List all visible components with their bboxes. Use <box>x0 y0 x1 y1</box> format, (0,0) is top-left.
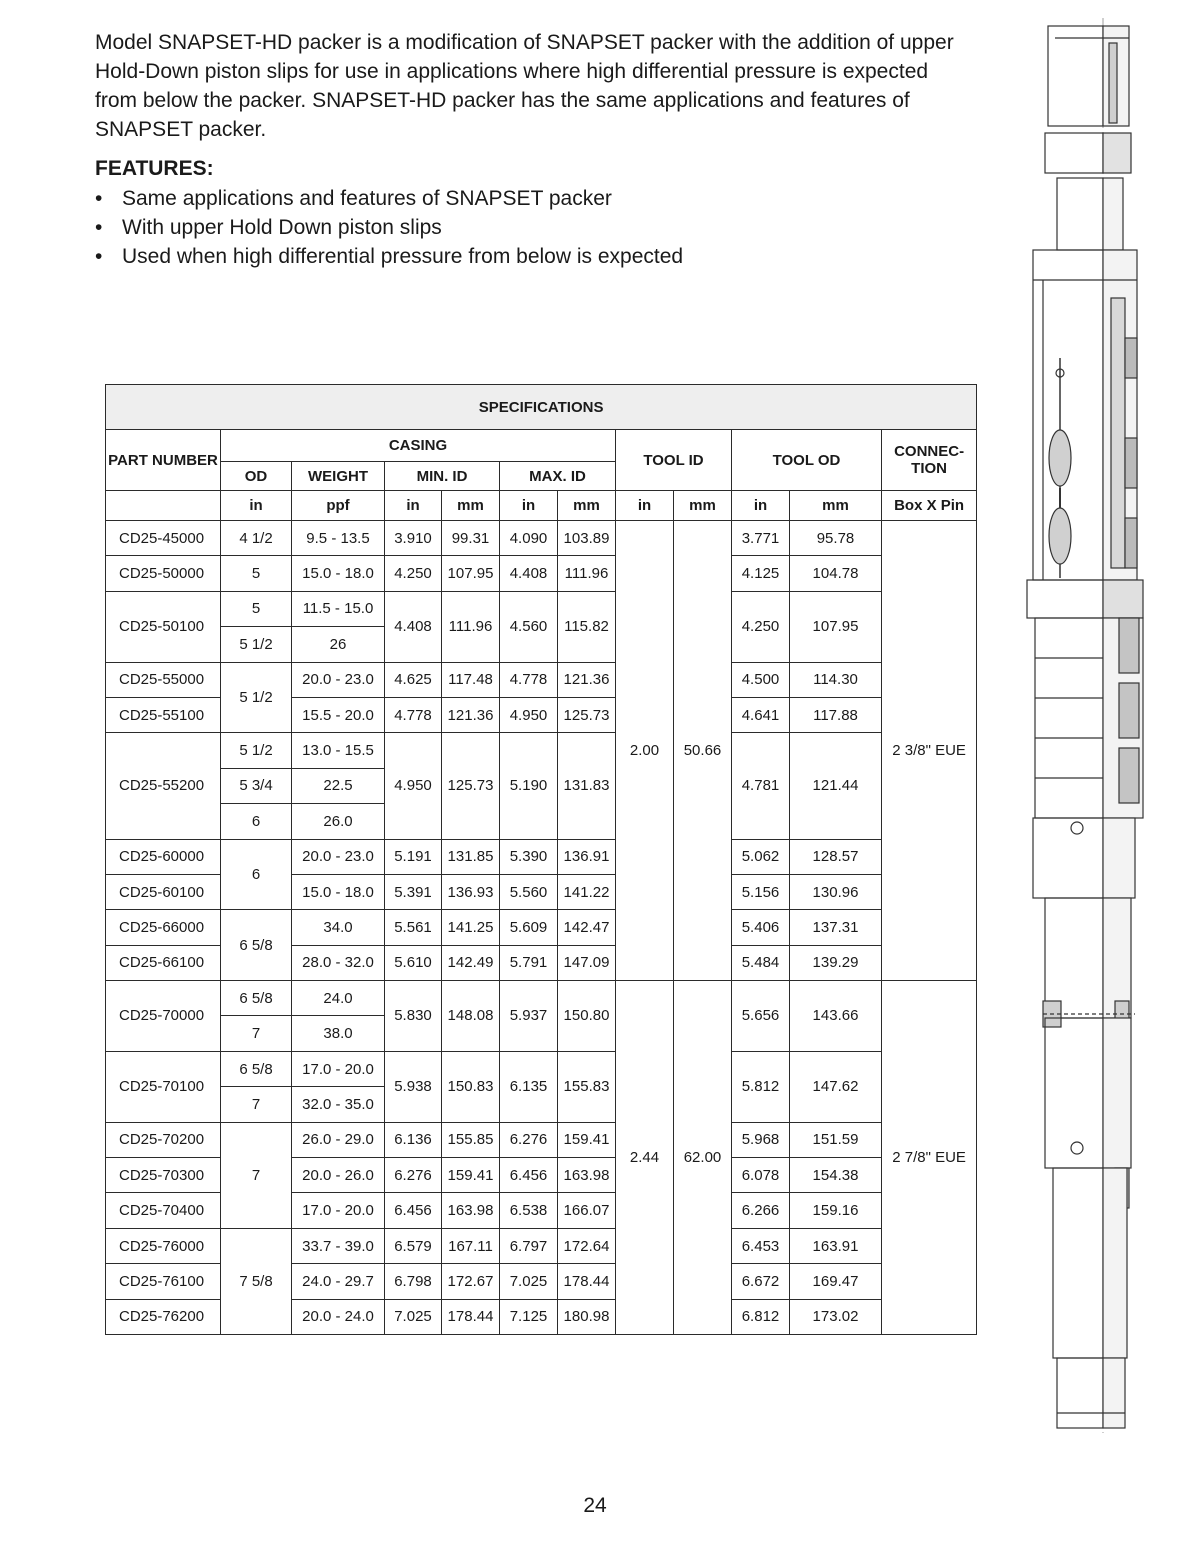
tool-od-mm: 163.91 <box>790 1228 882 1263</box>
max-id-in: 4.778 <box>500 662 558 697</box>
max-id-in: 6.797 <box>500 1228 558 1263</box>
min-id-in: 4.778 <box>385 697 442 732</box>
max-id-mm: 131.83 <box>558 733 616 839</box>
casing-weight: 17.0 - 20.0 <box>292 1051 385 1086</box>
min-id-mm: 167.11 <box>442 1228 500 1263</box>
min-id-in: 4.950 <box>385 733 442 839</box>
min-id-mm: 136.93 <box>442 874 500 909</box>
header-part-number: PART NUMBER <box>106 430 221 491</box>
header-connection: CONNEC-TION <box>882 430 977 491</box>
feature-item: • Same applications and features of SNAPSET packer <box>95 184 683 213</box>
max-id-mm: 125.73 <box>558 697 616 732</box>
tool-od-mm: 139.29 <box>790 945 882 980</box>
header-tool-id: TOOL ID <box>616 430 732 491</box>
table-row <box>106 1122 977 1157</box>
tool-od-mm: 147.62 <box>790 1051 882 1122</box>
tool-od-mm: 95.78 <box>790 521 882 556</box>
min-id-mm: 99.31 <box>442 521 500 556</box>
part-number: CD25-76000 <box>106 1228 221 1263</box>
casing-weight: 9.5 - 13.5 <box>292 521 385 556</box>
min-id-mm: 159.41 <box>442 1158 500 1193</box>
tool-od-in: 6.672 <box>732 1264 790 1299</box>
max-id-mm: 163.98 <box>558 1158 616 1193</box>
tool-od-in: 4.641 <box>732 697 790 732</box>
part-number: CD25-55000 <box>106 662 221 697</box>
casing-od: 6 <box>221 839 292 910</box>
tool-od-in: 4.500 <box>732 662 790 697</box>
tool-od-mm: 173.02 <box>790 1299 882 1334</box>
tool-od-in: 4.125 <box>732 556 790 591</box>
intro-paragraph: Model SNAPSET-HD packer is a modification of SNAPSET packer with the addition of upper Hold-Down piston slips for use in applications where high differential pressure is expected from below the packer. SNAPSET-HD packer has the same applications and features of SNAPSET packer. <box>95 31 954 141</box>
table-row <box>106 662 977 697</box>
max-id-in: 5.609 <box>500 910 558 945</box>
min-id-mm: 125.73 <box>442 733 500 839</box>
features-title: FEATURES: <box>95 157 214 180</box>
max-id-mm: 136.91 <box>558 839 616 874</box>
tool-id-in: 2.44 <box>616 981 674 1335</box>
header-tool-od: TOOL OD <box>732 430 882 491</box>
max-id-mm: 178.44 <box>558 1264 616 1299</box>
min-id-in: 4.408 <box>385 591 442 662</box>
header-min-id: MIN. ID <box>385 462 500 491</box>
tool-od-mm: 137.31 <box>790 910 882 945</box>
tool-od-in: 5.968 <box>732 1122 790 1157</box>
unit-tool-id-mm: mm <box>674 491 732 521</box>
part-number: CD25-60100 <box>106 874 221 909</box>
max-id-in: 5.791 <box>500 945 558 980</box>
casing-od: 6 <box>221 804 292 839</box>
max-id-mm: 121.36 <box>558 662 616 697</box>
tool-od-in: 4.250 <box>732 591 790 662</box>
unit-od: in <box>221 491 292 521</box>
unit-connection: Box X Pin <box>882 491 977 521</box>
casing-weight: 17.0 - 20.0 <box>292 1193 385 1228</box>
page-number: 24 <box>583 1494 607 1517</box>
features-list <box>95 184 683 271</box>
part-number: CD25-50100 <box>106 591 221 662</box>
tool-od-in: 6.266 <box>732 1193 790 1228</box>
connection: 2 7/8" EUE <box>882 981 977 1335</box>
feature-item: • With upper Hold Down piston slips <box>95 213 683 242</box>
max-id-in: 5.937 <box>500 981 558 1052</box>
casing-weight: 34.0 <box>292 910 385 945</box>
casing-weight: 33.7 - 39.0 <box>292 1228 385 1263</box>
tool-od-in: 5.656 <box>732 981 790 1052</box>
max-id-mm: 180.98 <box>558 1299 616 1334</box>
header-casing: CASING <box>221 430 616 462</box>
part-number: CD25-66000 <box>106 910 221 945</box>
part-number: CD25-50000 <box>106 556 221 591</box>
tool-od-mm: 114.30 <box>790 662 882 697</box>
casing-weight: 38.0 <box>292 1016 385 1051</box>
max-id-in: 6.538 <box>500 1193 558 1228</box>
connection: 2 3/8" EUE <box>882 521 977 981</box>
table-row <box>106 733 977 768</box>
table-row <box>106 556 977 591</box>
specifications-table <box>105 384 977 1335</box>
tool-od-mm: 107.95 <box>790 591 882 662</box>
casing-weight: 20.0 - 23.0 <box>292 839 385 874</box>
max-id-in: 4.950 <box>500 697 558 732</box>
min-id-in: 6.456 <box>385 1193 442 1228</box>
tool-od-in: 6.078 <box>732 1158 790 1193</box>
casing-od: 4 1/2 <box>221 521 292 556</box>
min-id-mm: 131.85 <box>442 839 500 874</box>
max-id-mm: 103.89 <box>558 521 616 556</box>
casing-od: 5 1/2 <box>221 627 292 662</box>
unit-max-mm: mm <box>558 491 616 521</box>
casing-weight: 22.5 <box>292 768 385 803</box>
table-row <box>106 1228 977 1263</box>
casing-weight: 20.0 - 26.0 <box>292 1158 385 1193</box>
tool-od-mm: 143.66 <box>790 981 882 1052</box>
casing-weight: 15.0 - 18.0 <box>292 874 385 909</box>
table-row <box>106 839 977 874</box>
max-id-in: 4.408 <box>500 556 558 591</box>
min-id-in: 5.938 <box>385 1051 442 1122</box>
max-id-mm: 150.80 <box>558 981 616 1052</box>
casing-weight: 15.0 - 18.0 <box>292 556 385 591</box>
table-title: SPECIFICATIONS <box>106 385 977 430</box>
casing-od: 6 5/8 <box>221 981 292 1016</box>
tool-od-in: 5.484 <box>732 945 790 980</box>
casing-od: 5 <box>221 591 292 626</box>
tool-od-mm: 154.38 <box>790 1158 882 1193</box>
casing-od: 5 <box>221 556 292 591</box>
tool-od-in: 3.771 <box>732 521 790 556</box>
part-number: CD25-55200 <box>106 733 221 839</box>
part-number: CD25-60000 <box>106 839 221 874</box>
tool-od-mm: 169.47 <box>790 1264 882 1299</box>
max-id-mm: 141.22 <box>558 874 616 909</box>
max-id-mm: 115.82 <box>558 591 616 662</box>
packer-tool-diagram-icon <box>1015 18 1165 1433</box>
casing-weight: 32.0 - 35.0 <box>292 1087 385 1122</box>
casing-weight: 28.0 - 32.0 <box>292 945 385 980</box>
unit-weight: ppf <box>292 491 385 521</box>
min-id-mm: 121.36 <box>442 697 500 732</box>
tool-od-in: 4.781 <box>732 733 790 839</box>
part-number: CD25-70200 <box>106 1122 221 1157</box>
table-row <box>106 1051 977 1086</box>
casing-od: 6 5/8 <box>221 910 292 981</box>
min-id-mm: 172.67 <box>442 1264 500 1299</box>
header-max-id: MAX. ID <box>500 462 616 491</box>
max-id-in: 4.560 <box>500 591 558 662</box>
max-id-in: 5.560 <box>500 874 558 909</box>
tool-od-mm: 117.88 <box>790 697 882 732</box>
max-id-mm: 172.64 <box>558 1228 616 1263</box>
min-id-mm: 111.96 <box>442 591 500 662</box>
part-number: CD25-70300 <box>106 1158 221 1193</box>
max-id-mm: 155.83 <box>558 1051 616 1122</box>
tool-od-mm: 104.78 <box>790 556 882 591</box>
casing-weight: 26 <box>292 627 385 662</box>
casing-od: 7 5/8 <box>221 1228 292 1334</box>
casing-od: 5 3/4 <box>221 768 292 803</box>
tool-od-mm: 128.57 <box>790 839 882 874</box>
min-id-mm: 155.85 <box>442 1122 500 1157</box>
min-id-in: 4.250 <box>385 556 442 591</box>
part-number: CD25-70100 <box>106 1051 221 1122</box>
casing-weight: 24.0 <box>292 981 385 1016</box>
casing-od: 7 <box>221 1016 292 1051</box>
min-id-mm: 141.25 <box>442 910 500 945</box>
casing-weight: 15.5 - 20.0 <box>292 697 385 732</box>
unit-tool-od-mm: mm <box>790 491 882 521</box>
casing-weight: 24.0 - 29.7 <box>292 1264 385 1299</box>
casing-od: 6 5/8 <box>221 1051 292 1086</box>
min-id-mm: 148.08 <box>442 981 500 1052</box>
table-row <box>106 981 977 1016</box>
max-id-in: 4.090 <box>500 521 558 556</box>
max-id-in: 5.390 <box>500 839 558 874</box>
part-number: CD25-45000 <box>106 521 221 556</box>
tool-od-mm: 130.96 <box>790 874 882 909</box>
max-id-mm: 147.09 <box>558 945 616 980</box>
unit-max-in: in <box>500 491 558 521</box>
tool-od-in: 5.062 <box>732 839 790 874</box>
casing-weight: 26.0 <box>292 804 385 839</box>
max-id-in: 6.135 <box>500 1051 558 1122</box>
part-number: CD25-76200 <box>106 1299 221 1334</box>
min-id-in: 5.610 <box>385 945 442 980</box>
tool-od-mm: 159.16 <box>790 1193 882 1228</box>
min-id-in: 5.561 <box>385 910 442 945</box>
casing-weight: 20.0 - 24.0 <box>292 1299 385 1334</box>
max-id-mm: 111.96 <box>558 556 616 591</box>
table-row <box>106 521 977 556</box>
part-number: CD25-76100 <box>106 1264 221 1299</box>
min-id-mm: 163.98 <box>442 1193 500 1228</box>
header-weight: WEIGHT <box>292 462 385 491</box>
min-id-in: 6.579 <box>385 1228 442 1263</box>
part-number: CD25-70000 <box>106 981 221 1052</box>
min-id-in: 3.910 <box>385 521 442 556</box>
unit-tool-od-in: in <box>732 491 790 521</box>
casing-weight: 11.5 - 15.0 <box>292 591 385 626</box>
min-id-in: 6.136 <box>385 1122 442 1157</box>
header-od: OD <box>221 462 292 491</box>
tool-id-mm: 50.66 <box>674 521 732 981</box>
casing-od: 7 <box>221 1087 292 1122</box>
tool-od-in: 5.156 <box>732 874 790 909</box>
casing-od: 5 1/2 <box>221 733 292 768</box>
unit-min-mm: mm <box>442 491 500 521</box>
casing-weight: 20.0 - 23.0 <box>292 662 385 697</box>
part-number: CD25-66100 <box>106 945 221 980</box>
casing-od: 7 <box>221 1122 292 1228</box>
min-id-mm: 117.48 <box>442 662 500 697</box>
min-id-mm: 178.44 <box>442 1299 500 1334</box>
max-id-in: 6.456 <box>500 1158 558 1193</box>
min-id-mm: 150.83 <box>442 1051 500 1122</box>
feature-item: • Used when high differential pressure from below is expected <box>95 242 683 271</box>
min-id-in: 4.625 <box>385 662 442 697</box>
max-id-in: 7.125 <box>500 1299 558 1334</box>
unit-tool-id-in: in <box>616 491 674 521</box>
tool-id-in: 2.00 <box>616 521 674 981</box>
header-part-number-unit <box>106 491 221 521</box>
max-id-mm: 166.07 <box>558 1193 616 1228</box>
tool-od-in: 6.453 <box>732 1228 790 1263</box>
table-row <box>106 591 977 626</box>
unit-min-in: in <box>385 491 442 521</box>
tool-od-in: 6.812 <box>732 1299 790 1334</box>
min-id-in: 5.391 <box>385 874 442 909</box>
casing-od: 5 1/2 <box>221 662 292 733</box>
part-number: CD25-55100 <box>106 697 221 732</box>
min-id-in: 6.276 <box>385 1158 442 1193</box>
tool-od-in: 5.406 <box>732 910 790 945</box>
max-id-mm: 159.41 <box>558 1122 616 1157</box>
tool-id-mm: 62.00 <box>674 981 732 1335</box>
tool-od-mm: 121.44 <box>790 733 882 839</box>
min-id-in: 6.798 <box>385 1264 442 1299</box>
tool-od-mm: 151.59 <box>790 1122 882 1157</box>
min-id-in: 7.025 <box>385 1299 442 1334</box>
max-id-in: 6.276 <box>500 1122 558 1157</box>
part-number: CD25-70400 <box>106 1193 221 1228</box>
max-id-in: 7.025 <box>500 1264 558 1299</box>
min-id-mm: 142.49 <box>442 945 500 980</box>
max-id-in: 5.190 <box>500 733 558 839</box>
min-id-mm: 107.95 <box>442 556 500 591</box>
table-row <box>106 910 977 945</box>
tool-od-in: 5.812 <box>732 1051 790 1122</box>
min-id-in: 5.830 <box>385 981 442 1052</box>
min-id-in: 5.191 <box>385 839 442 874</box>
max-id-mm: 142.47 <box>558 910 616 945</box>
casing-weight: 13.0 - 15.5 <box>292 733 385 768</box>
casing-weight: 26.0 - 29.0 <box>292 1122 385 1157</box>
